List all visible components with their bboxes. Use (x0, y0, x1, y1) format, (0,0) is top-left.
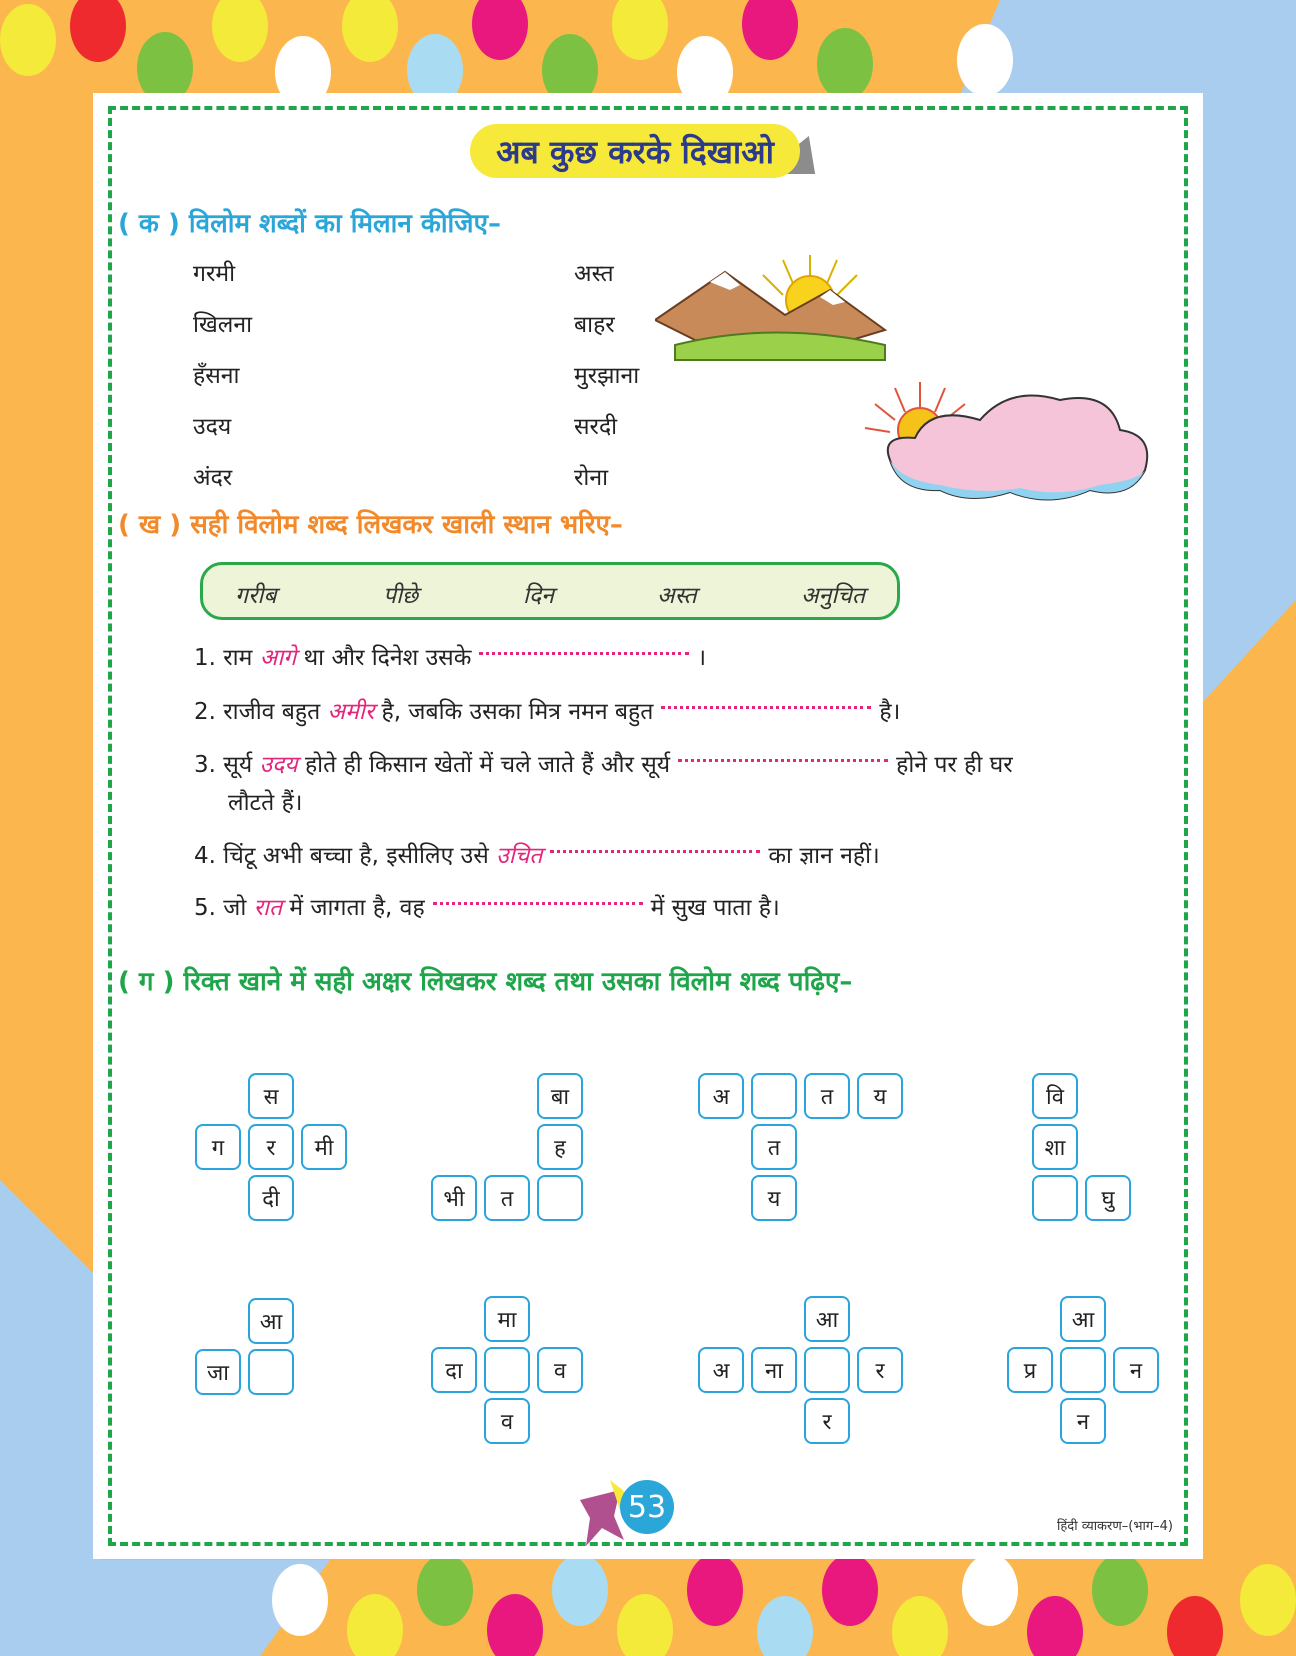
letter-box: र (804, 1398, 850, 1444)
letter-box: त (484, 1175, 530, 1221)
blank-line[interactable] (479, 651, 689, 655)
right-word: सरदी (574, 414, 618, 440)
highlighted-word: उदय (259, 752, 298, 778)
sentence-number: 4. (194, 843, 216, 869)
letter-box: मी (301, 1124, 347, 1170)
letter-box: दी (248, 1175, 294, 1221)
left-word: उदय (193, 414, 232, 440)
blank-letter-box[interactable] (248, 1349, 294, 1395)
sentence-number: 2. (194, 699, 216, 725)
word-option: अनुचित (801, 583, 866, 609)
right-word: रोना (574, 465, 609, 491)
blank-letter-box[interactable] (537, 1175, 583, 1221)
letter-box: आ (1060, 1296, 1106, 1342)
left-word: हँसना (193, 363, 240, 389)
letter-box: प्र (1007, 1347, 1053, 1393)
left-word: गरमी (193, 261, 236, 287)
letter-box: त (804, 1073, 850, 1119)
title-banner (470, 124, 830, 180)
blank-line[interactable] (433, 901, 643, 905)
sentence-number: 3. (194, 752, 216, 778)
section-k-heading: ( क ) विलोम शब्दों का मिलान कीजिए– (118, 209, 501, 239)
letter-box: व (484, 1398, 530, 1444)
right-word: बाहर (574, 312, 615, 338)
blank-letter-box[interactable] (804, 1347, 850, 1393)
word-option: गरीब (235, 583, 277, 609)
blank-letter-box[interactable] (751, 1073, 797, 1119)
left-word: अंदर (193, 465, 233, 491)
word-option: पीछे (383, 583, 419, 609)
letter-box: त (751, 1124, 797, 1170)
page-title: अब कुछ करके दिखाओ (470, 124, 800, 178)
letter-box: बा (537, 1073, 583, 1119)
right-word: मुरझाना (574, 363, 640, 389)
letter-box: वि (1032, 1073, 1078, 1119)
sentence-4: 4. चिंटू अभी बच्चा है, इसीलिए उसे उचित का ज्ञान नहीं। (194, 843, 880, 869)
footer-book-title: हिंदी व्याकरण–(भाग–4) (1057, 1519, 1173, 1534)
letter-box: जा (195, 1349, 241, 1395)
letter-box: स (248, 1073, 294, 1119)
sentence-5: 5. जो रात में जागता है, वह में सुख पाता है। (194, 895, 780, 921)
letter-box: शा (1032, 1124, 1078, 1170)
section-g-heading: ( ग ) रिक्त खाने में सही अक्षर लिखकर शब्द तथा उसका विलोम शब्द पढ़िए– (118, 967, 853, 997)
blank-letter-box[interactable] (484, 1347, 530, 1393)
letter-box: य (857, 1073, 903, 1119)
left-word: खिलना (193, 312, 253, 338)
letter-box: न (1113, 1347, 1159, 1393)
word-options-box (200, 562, 900, 620)
letter-box: ना (751, 1347, 797, 1393)
section-kh-heading: ( ख ) सही विलोम शब्द लिखकर खाली स्थान भरिए– (118, 510, 623, 540)
letter-box: ग (195, 1124, 241, 1170)
letter-box: आ (248, 1298, 294, 1344)
letter-box: अ (698, 1073, 744, 1119)
letter-box: अ (698, 1347, 744, 1393)
sentence-3: 3. सूर्य उदय होते ही किसान खेतों में चले जाते हैं और सूर्य होने पर ही घर लौटते हैं। (194, 752, 1013, 816)
highlighted-word: अमीर (327, 699, 375, 725)
letter-box: र (857, 1347, 903, 1393)
word-option: अस्त (657, 583, 697, 609)
right-word: अस्त (574, 261, 614, 287)
letter-box: मा (484, 1296, 530, 1342)
letter-box: घु (1085, 1175, 1131, 1221)
letter-box: य (751, 1175, 797, 1221)
letter-box: दा (431, 1347, 477, 1393)
page-number: 53 (620, 1480, 674, 1534)
highlighted-word: रात (253, 895, 283, 921)
sentence-number: 1. (194, 645, 216, 671)
sentence-number: 5. (194, 895, 216, 921)
sentence-1: 1. राम आगे था और दिनेश उसके । (194, 645, 707, 671)
sun-cloud-illustration (860, 380, 1160, 510)
word-option: दिन (523, 583, 554, 609)
blank-letter-box[interactable] (1060, 1347, 1106, 1393)
letter-box: व (537, 1347, 583, 1393)
letter-box: न (1060, 1398, 1106, 1444)
highlighted-word: आगे (259, 645, 297, 671)
letter-box: ह (537, 1124, 583, 1170)
highlighted-word: उचित (496, 843, 543, 869)
blank-line[interactable] (661, 705, 871, 709)
letter-box: आ (804, 1296, 850, 1342)
blank-letter-box[interactable] (1032, 1175, 1078, 1221)
blank-line[interactable] (678, 758, 888, 762)
mountain-sunrise-illustration (655, 250, 980, 365)
sentence-2: 2. राजीव बहुत अमीर है, जबकि उसका मित्र नमन बहुत है। (194, 699, 901, 725)
blank-line[interactable] (550, 849, 760, 853)
letter-box: र (248, 1124, 294, 1170)
letter-box: भी (431, 1175, 477, 1221)
